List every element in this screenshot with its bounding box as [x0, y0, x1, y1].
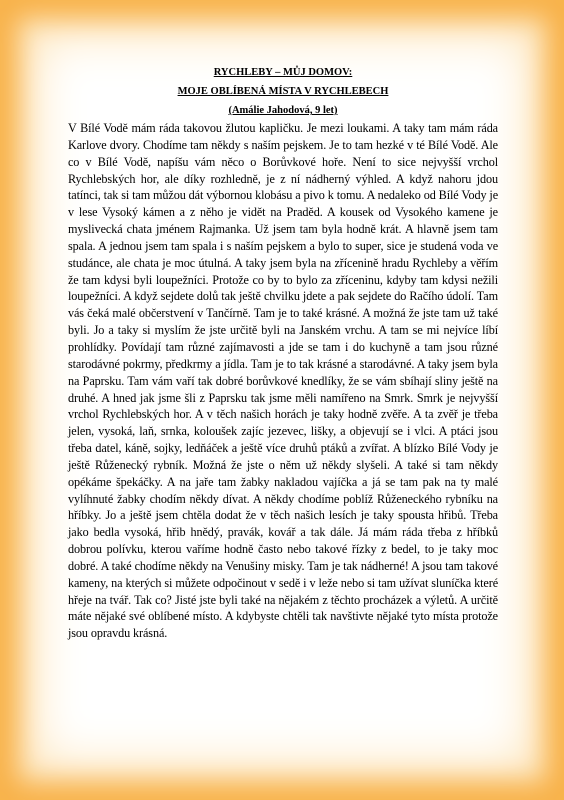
- document-body-text: V Bílé Vodě mám ráda takovou žlutou kapličku. Je mezi loukami. A taky tam mám ráda Karlove dvory. Chodíme tam někdy s naším pejskem. Je to tam hezké v té Bílé Vodě. Ale co v Bílé Vodě, napíšu vám něco o Borůvkové hoře. Není to sice nejvyšší vrchol Rychlebských hor, ale díky rozhledně, je z ní nádherný výhled. A když nahoru jdou tatínci, tak si tam můžou dát výbornou klobásu a pivo k tomu. A nedaleko od Bílé Vody je v lese Vysoký kámen a z něho je vidět na Praděd. A kousek od Vysokého kamene je myslivecká chata jménem Rajmanka. Už jsem tam byla hodně krát. A hlavně jsem tam spala. A jednou jsem tam spala i s naším pejskem a bylo to super, sice je studená voda ve studánce, ale chata je moc útulná. A taky jsem byla na zřícenině hradu Rychleby a věřím že tam kdysi byli loupežníci. Protože co by to bylo za zříceninu, kdyby tam kdysi nežili loupežníci. A když sejdete dolů tak ještě chvilku jdete a pak sejdete do Račího údolí. Tam vás čeká malé občerstvení v Tančírně. Tam je to také krásné. A možná že jste tam už také byli. Jo a taky si myslím že jste určitě byli na Janském vrchu. A tam se mi nejvíce líbí prohlídky. Povídají tam různé zajímavosti a jde se tam i do kuchyně a tam jsou různé starodávné pokrmy, předkrmy a jídla. Tam je to tak krásné a starodávné. A taky jsem byla na Paprsku. Tam vám vaří tak dobré borůvkové knedlíky, že se vám sbíhají sliny ještě na druhé. A hned jak jsme šli z Paprsku tak jsme měli namířeno na Smrk. Smrk je nejvyšší vrchol Rychlebských hor. A v těch našich horách je taky hodně zvěře. A ta zvěř je třeba jelen, vysoká, laň, srnka, koloušek zajíc jezevec, lišky, a objevují se i vlci. A ptáci jsou třeba datel, káně, sojky, ledňáček a ještě více druhů ptáků a zvířat. A blízko Bílé Vody je ještě Růženecký rybník. Možná že jste o něm už někdy slyšeli. A také si tam někdy opékáme špekáčky. A na jaře tam žabky nakladou vajíčka a já se tam pak na ty malé vylíhnuté žabky chodím někdy dívat. A někdy chodíme poblíž Růženeckého rybníku na hříbky. Jo a ještě jsem chtěla dodat že v těch našich lesích je taky spousta hřibů. Třeba jako bedla vysoká, hřib hnědý, pravák, kovář a tak dále. Já mám ráda třeba z hříbků dobrou polívku, kterou vaříme hodně často nebo takové řízky z bedel, to je taky moc dobré. A také chodíme někdy na Venušiny misky. Tam je tak nádherné! A jsou tam takové kameny, na kterých si můžete odpočinout v sedě i v leže nebo si tam užívat sluníčka které hřeje na tvář. Tak co? Jisté jste byli také na nějakém z těchto procházek a výletů. A určitě máte nějaké své oblíbené místo. A kdybyste chtěli tak navštivte nějaké tyto místa protože jsou opravdu krásná.: [68, 121, 498, 641]
- document-author: (Amálie Jahodová, 9 let): [228, 105, 338, 116]
- document-title: RYCHLEBY – MŮJ DOMOV:: [213, 67, 353, 78]
- document-subtitle: MOJE OBLÍBENÁ MÍSTA V RYCHLEBECH: [177, 86, 389, 97]
- document-content: [68, 66, 498, 642]
